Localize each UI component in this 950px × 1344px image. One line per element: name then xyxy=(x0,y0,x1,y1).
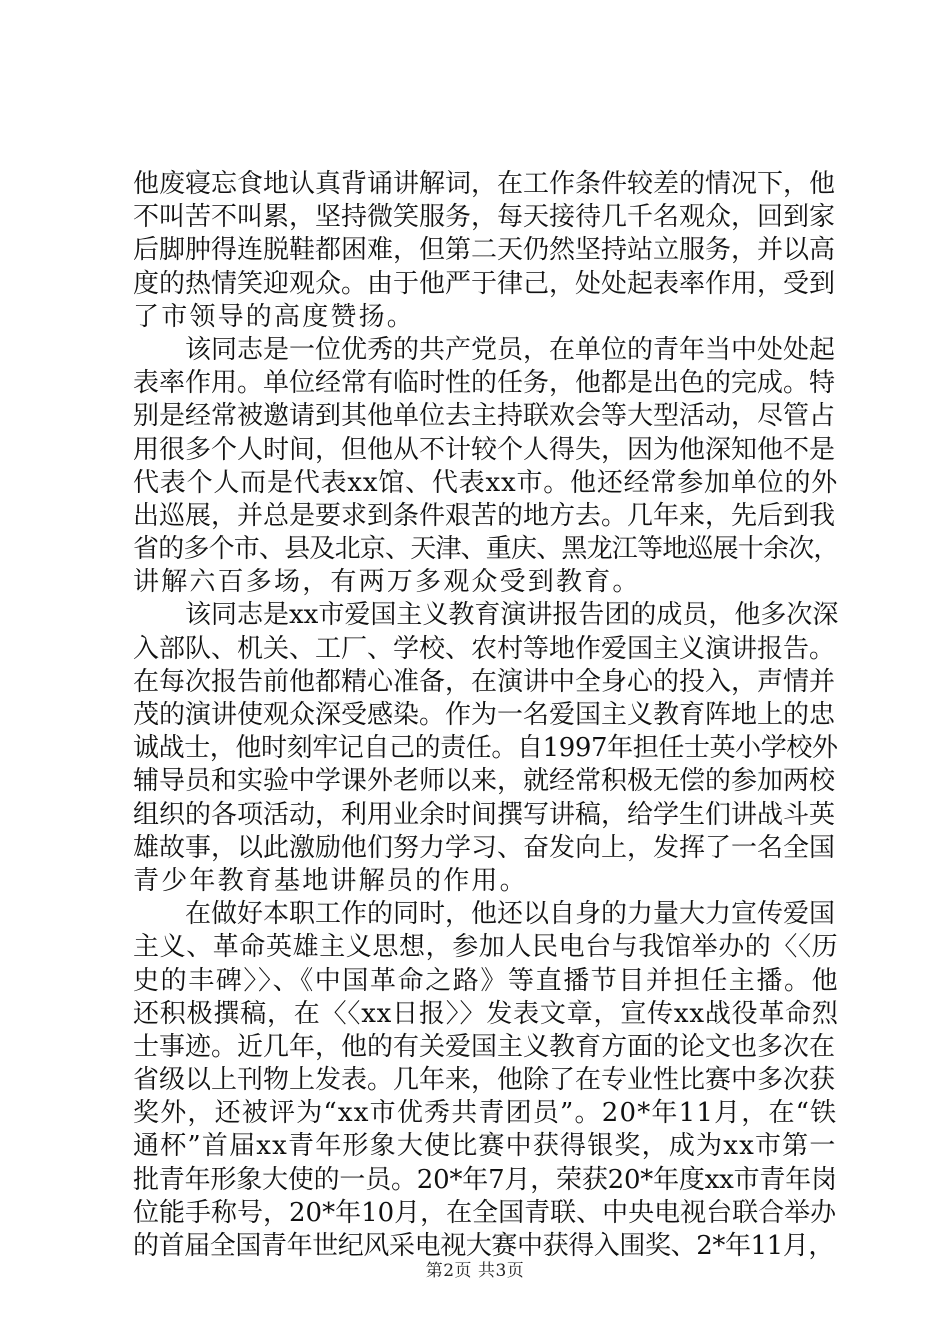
text-line: 通杯”首届xx青年形象大使比赛中获得银奖，成为xx市第一 xyxy=(133,1131,837,1162)
text-line: 了市领导的高度赞扬。 xyxy=(133,301,416,332)
text-line: 诚战士，他时刻牢记自己的责任。自1997年担任士英小学校外 xyxy=(133,733,838,764)
text-line: 还积极撰稿，在〈〈xx日报〉〉发表文章，宣传xx战役革命烈 xyxy=(133,998,839,1029)
text-line: 组织的各项活动，利用业余时间撰写讲稿，给学生们讲战斗英 xyxy=(133,799,836,830)
text-line: 的首届全国青年世纪风采电视大赛中获得入围奖、2*年11月， xyxy=(133,1231,835,1261)
text-line: 后脚肿得连脱鞋都困难，但第二天仍然坚持站立服务，并以高 xyxy=(133,235,836,266)
text-line: 批青年形象大使的一员。20*年7月，荣获20*年度xx市青年岗 xyxy=(133,1164,837,1195)
text-line: 用很多个人时间，但他从不计较个人得失，因为他深知他不是 xyxy=(133,434,836,465)
text-line: 主义、革命英雄主义思想，参加人民电台与我馆举办的〈〈历 xyxy=(133,932,839,963)
text-line: 代表个人而是代表xx馆、代表xx市。他还经常参加单位的外 xyxy=(133,467,839,498)
text-line: 士事迹。近几年，他的有关爱国主义教育方面的论文也多次在 xyxy=(133,1031,836,1062)
text-line: 茂的演讲使观众深受感染。作为一名爱国主义教育阵地上的忠 xyxy=(133,700,836,730)
text-line: 省的多个市、县及北京、天津、重庆、黑龙江等地巡展十余次， xyxy=(133,534,839,565)
text-line: 雄故事，以此激励他们努力学习、奋发向上，发挥了一名全国 xyxy=(133,832,836,863)
document-body xyxy=(133,168,840,1263)
text-line: 位能手称号，20*年10月，在全国青联、中央电视台联合举办 xyxy=(133,1197,837,1228)
text-line: 青少年教育基地讲解员的作用。 xyxy=(133,865,528,896)
text-line: 史的丰碑〉〉、《中国革命之路》等直播节目并担任主播。他 xyxy=(133,965,840,996)
text-line: 在每次报告前他都精心准备，在演讲中全身心的投入，声情并 xyxy=(133,666,836,697)
text-line: 辅导员和实验中学课外老师以来，就经常积极无偿的参加两校 xyxy=(133,766,836,797)
text-line: 出巡展，并总是要求到条件艰苦的地方去。几年来，先后到我 xyxy=(133,500,836,531)
text-line: 该同志是一位优秀的共产党员，在单位的青年当中处处起 xyxy=(133,334,836,365)
text-line: 在做好本职工作的同时，他还以自身的力量大力宣传爱国 xyxy=(133,899,836,930)
text-line: 入部队、机关、工厂、学校、农村等地作爱国主义演讲报告。 xyxy=(133,633,836,664)
text-line: 省级以上刊物上发表。几年来，他除了在专业性比赛中多次获 xyxy=(133,1065,836,1096)
text-line: 他废寝忘食地认真背诵讲解词，在工作条件较差的情况下，他 xyxy=(133,169,836,199)
text-line: 表率作用。单位经常有临时性的任务，他都是出色的完成。特 xyxy=(133,368,836,399)
text-line: 该同志是xx市爱国主义教育演讲报告团的成员，他多次深 xyxy=(133,600,839,631)
text-line: 别是经常被邀请到其他单位去主持联欢会等大型活动，尽管占 xyxy=(133,401,836,432)
text-line: 讲解六百多场，有两万多观众受到教育。 xyxy=(133,567,641,598)
text-line: 不叫苦不叫累，坚持微笑服务，每天接待几千名观众，回到家 xyxy=(133,202,836,233)
page-number-footer: 第2页 共3页 xyxy=(425,1261,525,1281)
text-line: 度的热情笑迎观众。由于他严于律己，处处起表率作用，受到 xyxy=(133,268,836,299)
text-line: 奖外，还被评为“xx市优秀共青团员”。20*年11月，在“铁 xyxy=(133,1098,838,1129)
